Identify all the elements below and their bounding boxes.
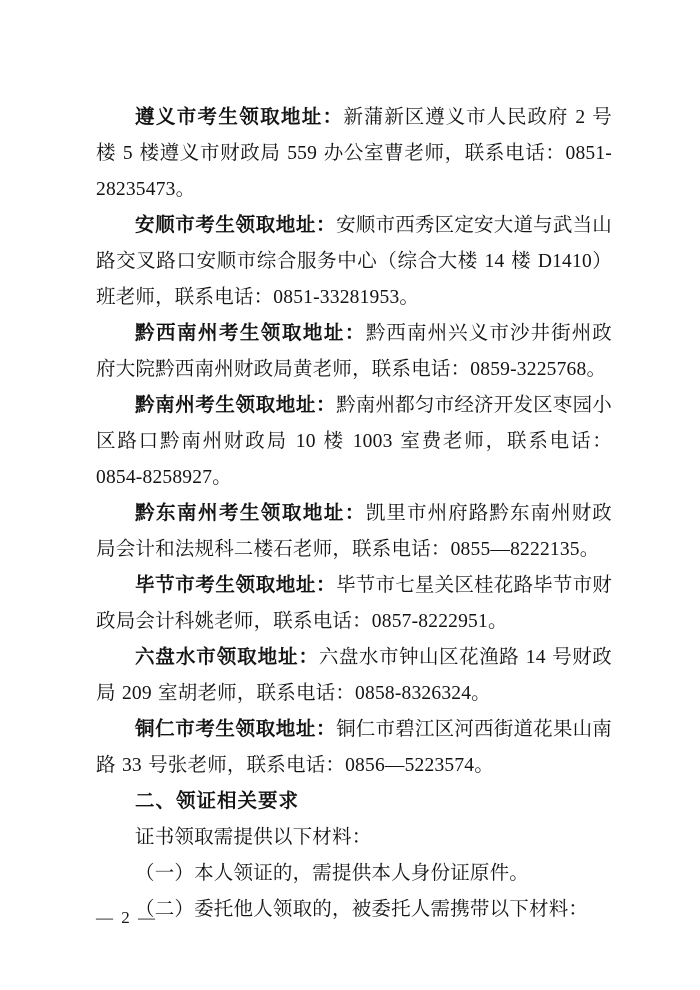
section-heading-requirements: 二、领证相关要求 — [135, 791, 300, 812]
paragraph-anshun — [96, 208, 612, 316]
paragraph-zunyi — [96, 100, 612, 208]
requirement-intro: 证书领取需提供以下材料： — [135, 827, 372, 848]
paragraph-lead-anshun: 安顺市考生领取地址： — [135, 215, 337, 236]
paragraph-lead-qiannan: 黔南州考生领取地址： — [135, 395, 337, 416]
paragraph-lead-bijie: 毕节市考生领取地址： — [135, 575, 337, 596]
page-number: — 2 — — [96, 908, 157, 927]
paragraph-tongren — [96, 712, 612, 784]
paragraph-lead-qianxinan: 黔西南州考生领取地址： — [135, 323, 366, 344]
paragraph-qianxinan — [96, 316, 612, 388]
paragraph-text-qianxinan: 黔西南州兴义市沙井街州政府大院黔西南州财政局黄老师，联系电话：0859-3225768。 — [96, 323, 612, 380]
paragraph-text-anshun: 安顺市西秀区定安大道与武当山路交叉路口安顺市综合服务中心（综合大楼 14 楼 D1410）班老师，联系电话：0851-33281953。 — [96, 215, 612, 308]
paragraph-text-qiandongnan: 凯里市州府路黔东南州财政局会计和法规科二楼石老师，联系电话：0855—8222135。 — [96, 503, 612, 560]
paragraph-bijie — [96, 568, 612, 640]
paragraph-lead-qiandongnan: 黔东南州考生领取地址： — [135, 503, 366, 524]
paragraph-lead-tongren: 铜仁市考生领取地址： — [135, 719, 337, 740]
requirement-item-1: （一）本人领证的，需提供本人身份证原件。 — [135, 863, 530, 884]
paragraph-liupanshui — [96, 640, 612, 712]
paragraph-text-qiannan: 黔南州都匀市经济开发区枣园小区路口黔南州财政局 10 楼 1003 室费老师，联系电话：0854-8258927。 — [96, 395, 612, 488]
requirement-item-2: （二）委托他人领取的，被委托人需携带以下材料： — [135, 899, 589, 920]
paragraph-lead-zunyi: 遵义市考生领取地址： — [135, 107, 344, 128]
paragraph-text-bijie: 毕节市七星关区桂花路毕节市财政局会计科姚老师，联系电话：0857-8222951。 — [96, 575, 612, 632]
paragraph-qiannan — [96, 388, 612, 496]
document-body — [96, 100, 612, 928]
paragraph-text-tongren: 铜仁市碧江区河西街道花果山南路 33 号张老师，联系电话：0856—5223574。 — [96, 719, 612, 776]
paragraph-text-zunyi: 新蒲新区遵义市人民政府 2 号楼 5 楼遵义市财政局 559 办公室曹老师，联系电话：0851-28235473。 — [96, 107, 612, 200]
paragraph-lead-liupanshui: 六盘水市领取地址： — [135, 647, 319, 668]
paragraph-text-liupanshui: 六盘水市钟山区花渔路 14 号财政局 209 室胡老师，联系电话：0858-8326324。 — [96, 647, 612, 704]
paragraph-qiandongnan — [96, 496, 612, 568]
